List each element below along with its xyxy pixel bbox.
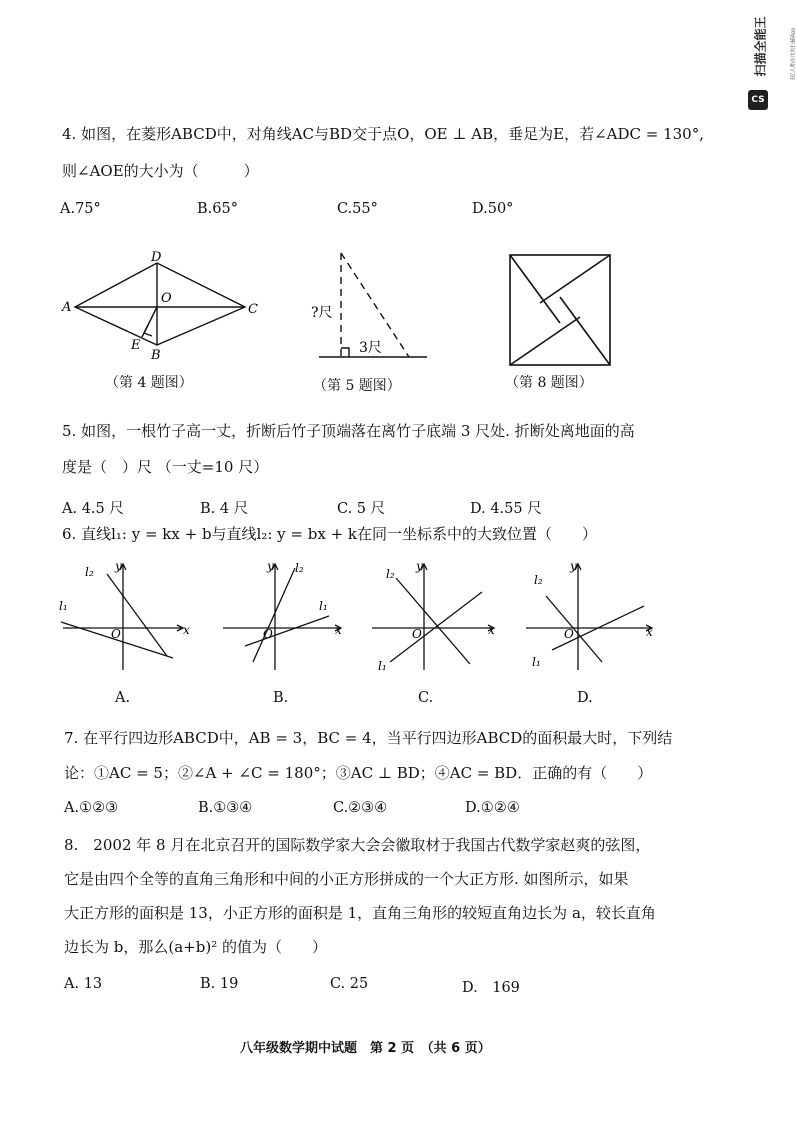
q5-option-c: C. 5 尺: [337, 501, 386, 517]
fig5-height-label: ?尺: [311, 305, 333, 321]
q6c-l2-label: l₂: [386, 567, 395, 581]
fig4-label-c: C: [248, 302, 258, 317]
q7-option-c: C.②③④: [333, 800, 388, 816]
q6d-x-label: x: [646, 625, 653, 639]
string-diagram-figure: [500, 245, 620, 370]
q8-option-b: B. 19: [200, 976, 239, 992]
q6a-l2-label: l₂: [85, 565, 94, 579]
fig4-label-d: D: [151, 250, 162, 265]
q6c-x-label: x: [488, 623, 495, 637]
q6b-l2-label: l₂: [295, 561, 304, 575]
q6-graph-c: [368, 558, 508, 673]
fig4-label-b: B: [151, 348, 161, 363]
q6-caption-c: C.: [418, 690, 434, 706]
fig4-label-a: A: [62, 300, 72, 315]
q8-option-a: A. 13: [64, 976, 103, 992]
q5-line2: 度是（ ）尺 （一丈=10 尺）: [62, 458, 269, 476]
q6-caption-a: A.: [115, 690, 131, 706]
q7-line2: 论：①AC = 5；②∠A + ∠C = 180°；③AC ⊥ BD；④AC = BD．正确的有（ ）: [64, 764, 653, 782]
q4-line2: 则∠AOE的大小为（ ）: [62, 162, 259, 180]
watermark-name: 扫描全能王: [753, 16, 768, 77]
q7-option-b: B.①③④: [198, 800, 253, 816]
rhombus-figure: [55, 245, 270, 365]
q6d-l2-label: l₂: [534, 573, 543, 587]
q5-option-b: B. 4 尺: [200, 501, 249, 517]
fig4-label-o: O: [161, 291, 172, 306]
q6-caption-b: B.: [273, 690, 289, 706]
q5-option-a: A. 4.5 尺: [62, 501, 124, 517]
q6a-l1-label: l₁: [59, 599, 68, 613]
q7-line1: 7. 在平行四边形ABCD中，AB = 3，BC = 4，当平行四边形ABCD的面积最大时，下列结: [64, 729, 673, 747]
q6c-y-label: y: [416, 559, 423, 573]
q4-line1: 4. 如图，在菱形ABCD中，对角线AC与BD交于点O，OE ⊥ AB，垂足为E，若∠ADC = 130°,: [62, 125, 704, 143]
q8-option-c: C. 25: [330, 976, 369, 992]
page-footer: 八年级数学期中试题 第 2 页 （共 6 页）: [240, 1041, 491, 1056]
q8-line2: 它是由四个全等的直角三角形和中间的小正方形拼成的一个大正方形. 如图所示，如果: [64, 870, 629, 888]
q6d-origin-label: O: [564, 627, 574, 641]
q5-option-d: D. 4.55 尺: [470, 501, 542, 517]
fig4-caption: （第 4 题图）: [105, 375, 193, 391]
bamboo-figure: [305, 245, 435, 365]
q6-graph-b: [215, 558, 355, 673]
q8-line3: 大正方形的面积是 13，小正方形的面积是 1，直角三角形的较短直角边长为 a，较长直角: [64, 904, 656, 922]
q6c-l1-label: l₁: [378, 659, 387, 673]
q6b-x-label: x: [335, 623, 342, 637]
q6a-y-label: y: [115, 559, 122, 573]
q6b-y-label: y: [267, 559, 274, 573]
fig8-caption: （第 8 题图）: [505, 375, 593, 391]
q6b-origin-label: O: [263, 627, 273, 641]
q6b-l1-label: l₁: [319, 599, 328, 613]
fig4-label-e: E: [131, 338, 141, 353]
q5-line1: 5. 如图，一根竹子高一丈，折断后竹子顶端落在离竹子底端 3 尺处. 折断处离地面的高: [62, 422, 635, 440]
q6c-origin-label: O: [412, 627, 422, 641]
q8-option-d: D. 169: [462, 980, 520, 996]
q6-graph-a: [55, 558, 195, 673]
q6-caption-d: D.: [577, 690, 593, 706]
q6-graph-d: [522, 558, 662, 673]
fig5-caption: （第 5 题图）: [313, 378, 401, 394]
watermark-logo-icon: CS: [748, 90, 768, 110]
q6a-origin-label: O: [111, 627, 121, 641]
fig5-base-label: 3尺: [359, 340, 382, 356]
q7-option-a: A.①②③: [64, 800, 119, 816]
q6-line1: 6. 直线l₁: y = kx + b与直线l₂: y = bx + k在同一坐标系中的大致位置（ ）: [62, 525, 598, 543]
q6d-y-label: y: [570, 559, 577, 573]
q6d-l1-label: l₁: [532, 655, 541, 669]
watermark-tagline: 3亿人都在用的扫描App: [790, 27, 797, 81]
q4-option-d: D.50°: [472, 201, 514, 217]
q4-option-a: A.75°: [60, 201, 101, 217]
scanner-watermark: [748, 12, 797, 122]
q8-line4: 边长为 b，那么(a+b)² 的值为（ ）: [64, 938, 327, 956]
q7-option-d: D.①②④: [465, 800, 520, 816]
q6a-x-label: x: [183, 623, 190, 637]
q4-option-c: C.55°: [337, 201, 378, 217]
q4-option-b: B.65°: [197, 201, 238, 217]
q8-line1: 8. 2002 年 8 月在北京召开的国际数学家大会会徽取材于我国古代数学家赵爽的弦图，: [64, 836, 651, 854]
